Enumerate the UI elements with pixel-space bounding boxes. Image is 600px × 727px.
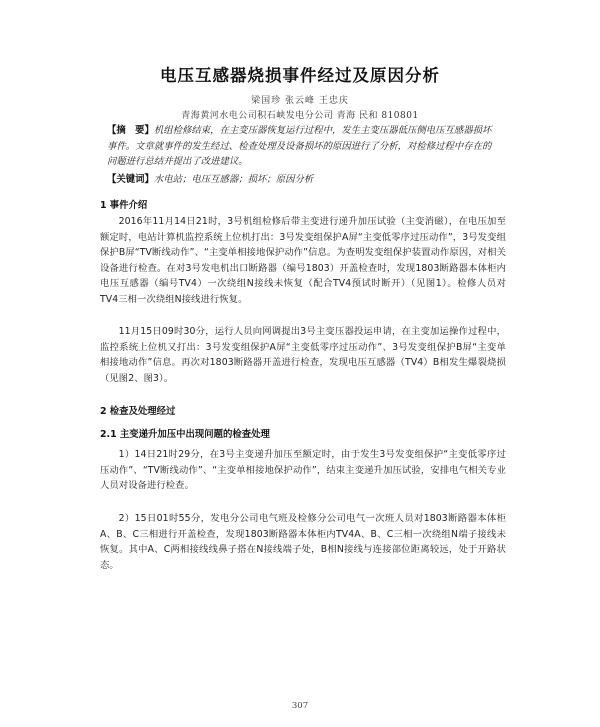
section1-paragraph-1: 2016年11月14日21时，3号机组检修后带主变进行递升加压试验（主变消磁），在电压加至额定时，电站计算机监控系统上位机打出：3号发变组保护A屏“主变低零序过压动作”，3号发变组保护B屏“TV断线动作”、“主变单相接地保护动作”信息。为查明发变组保护装置动作原因，对相关设备进行检查。在对3号发电机出口断路器（编号1803）开盖检查时，发现1803断路器本体柜内电压互感器（编号TV4）一次绕组N接线未恢复（配合TV4预试时断开）（见图1）。检修人员对TV4三相一次绕组N接线进行恢复。 (100, 216, 506, 305)
section-heading-2-1: 2.1 主变递升加压中出现问题的检查处理 (100, 429, 270, 440)
paper-affiliation: 青海黄河水电公司积石峡发电分公司 青海 民和 810801 (181, 111, 419, 121)
section21-paragraph-2: 2）15日01时55分，发电分公司电气班及检修分公司电气一次班人员对1803断路器本体柜A、B、C三相进行开盖检查，发现1803断路器本体柜内TV4A、B、C三相一次绕组N端子接线未恢复。其中A、C两相接线线鼻子搭在N接线端子处，B相N接线与连接部位距离较远，处于开路状态。 (100, 513, 506, 571)
section-heading-1: 1 事件介绍 (100, 200, 148, 211)
keywords-label: 【关键词】 (107, 174, 154, 185)
abstract-label: 【摘 要】 (107, 125, 154, 136)
paper-authors: 梁国珍 张云峰 王忠庆 (251, 96, 349, 106)
section-heading-2: 2 检查及处理经过 (100, 406, 176, 417)
section21-paragraph-1: 1）14日21时29分，在3号主变递升加压至额定时，由于发生3号发变组保护“主变低零序过压动作”、“TV断线动作”、“主变单相接地保护动作”，结束主变递升加压试验，安排电气相关专业人员对设备进行检查。 (100, 449, 506, 492)
keywords (107, 172, 499, 187)
keywords-text: 水电站；电压互感器；损坏；原因分析 (153, 174, 314, 185)
page-number: 307 (291, 701, 309, 711)
abstract-text: 机组检修结束，在主变压器恢复运行过程中，发生主变压器低压侧电压互感器损坏事件。文章就事件的发生经过、检查处理及设备损坏的原因进行了分析，对检修过程中存在的问题进行总结并提出了改进建议。 (107, 125, 492, 167)
section1-paragraph-2: 11月15日09时30分，运行人员向网调提出3号主变压器投运申请，在主变加运操作过程中，监控系统上位机又打出：3号发变组保护A屏“主变低零序过压动作”、3号发变组保护B屏“主变单相接地动作”信息。再次对1803断路器开盖进行检查，发现电压互感器（TV4）B相发生爆裂烧损（见图2、图3）。 (100, 326, 506, 384)
paper-title: 电压互感器烧损事件经过及原因分析 (160, 66, 440, 85)
abstract (107, 123, 499, 170)
